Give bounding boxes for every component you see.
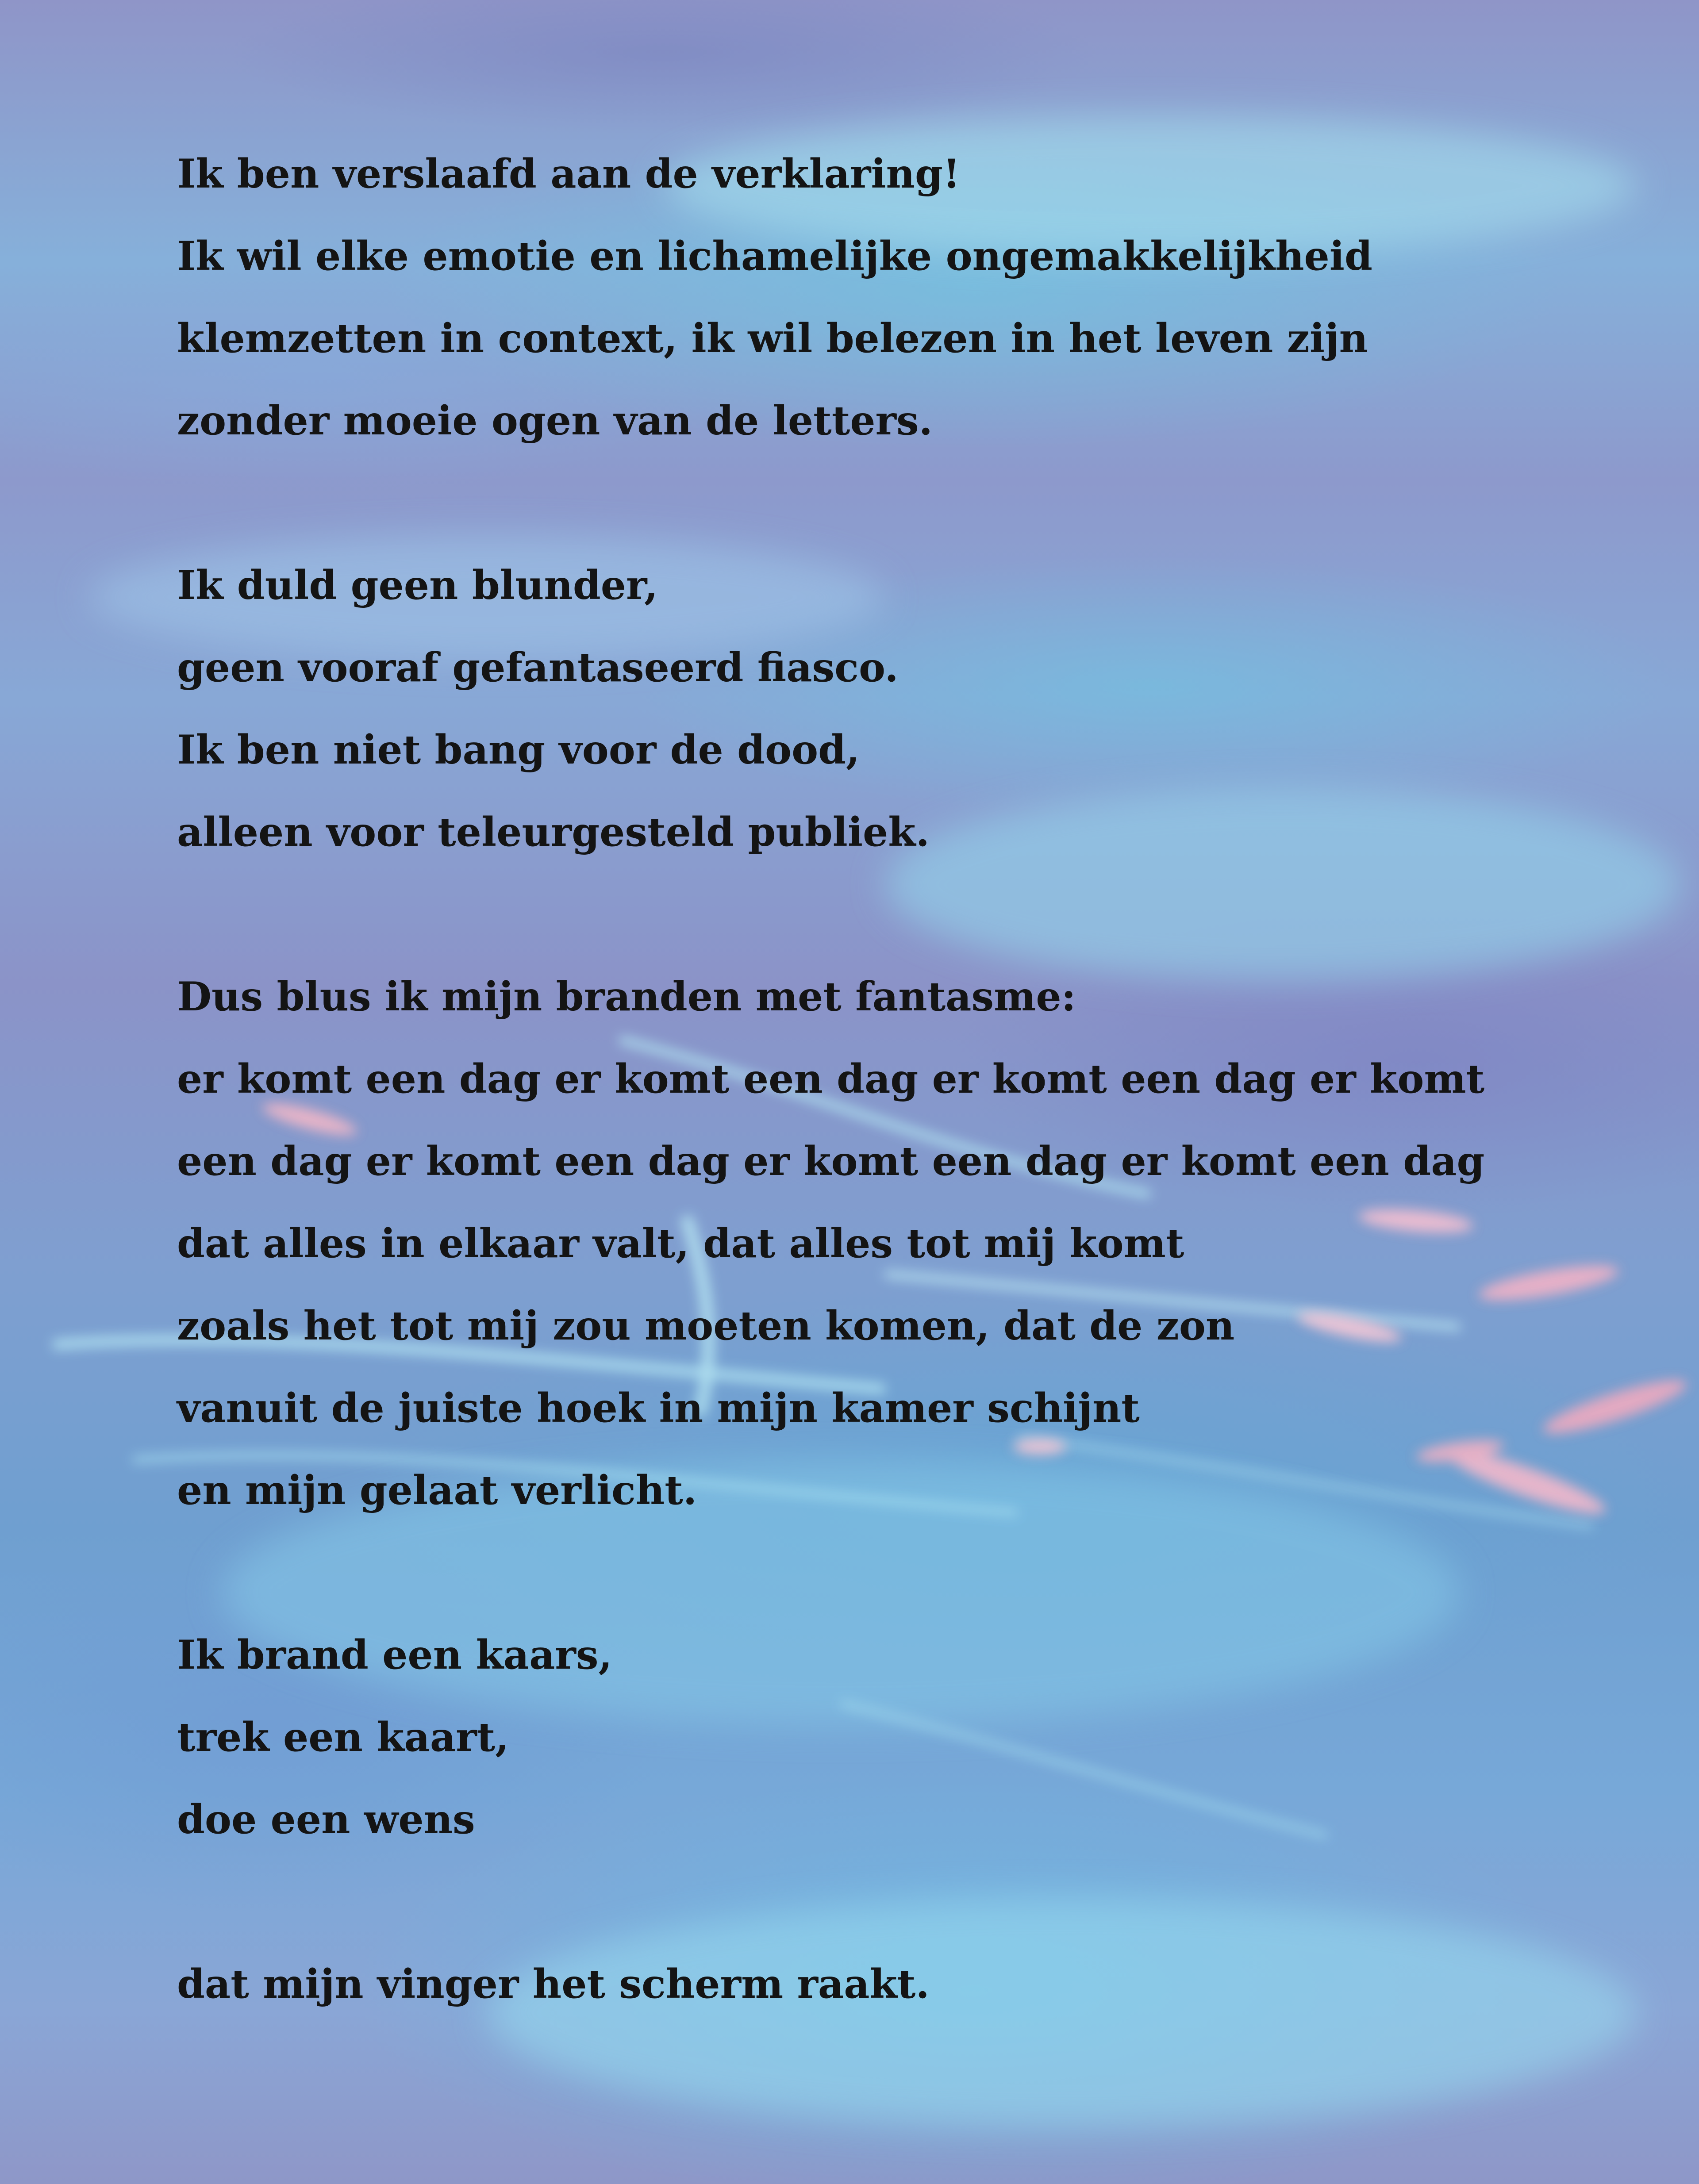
poem-line: Ik duld geen blunder, [177,562,658,609]
stanza-4 [177,1614,1549,1861]
stanza-3 [177,956,1549,1531]
poem-line: Ik brand een kaars, [177,1631,612,1678]
poem-line: vanuit de juiste hoek in mijn kamer schijnt [177,1385,1140,1432]
poem-line: dat alles in elkaar valt, dat alles tot mij komt [177,1220,1184,1267]
poem-text [177,133,1549,2025]
poem-line: trek een kaart, [177,1714,509,1761]
stanza-2 [177,544,1549,873]
poem-line: klemzetten in context, ik wil belezen in het leven zijn [177,315,1368,362]
poem-line: zoals het tot mij zou moeten komen, dat de zon [177,1302,1235,1349]
poem-line: Dus blus ik mijn branden met fantasme: [177,973,1076,1020]
poem-line: Ik wil elke emotie en lichamelijke ongemakkelijkheid [177,233,1372,280]
poem-line: geen vooraf gefantaseerd fiasco. [177,644,899,691]
poem-line: er komt een dag er komt een dag er komt een dag er komt [177,1056,1485,1102]
stanza-1 [177,133,1549,462]
poem-line: doe een wens [177,1796,475,1843]
poem-line: zonder moeie ogen van de letters. [177,397,933,444]
poem-line: en mijn gelaat verlicht. [177,1467,697,1514]
poem-line: een dag er komt een dag er komt een dag er komt een dag [177,1138,1485,1185]
stanza-5 [177,1943,1549,2025]
poem-line: dat mijn vinger het scherm raakt. [177,1961,930,2007]
poem-line: Ik ben verslaafd aan de verklaring! [177,150,961,197]
poem-line: alleen voor teleurgesteld publiek. [177,809,930,856]
poem-line: Ik ben niet bang voor de dood, [177,726,860,773]
